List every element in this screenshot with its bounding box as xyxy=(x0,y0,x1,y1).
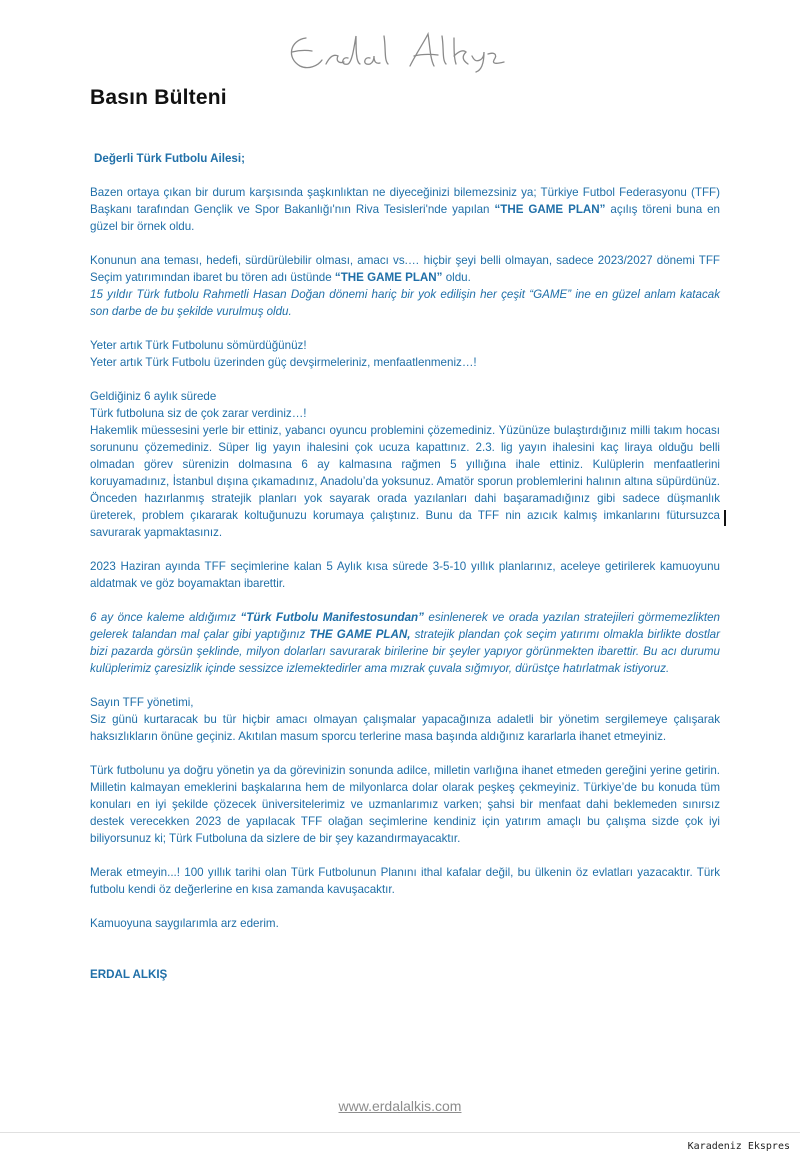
paragraph-7-body: Siz günü kurtaracak bu tür hiçbir amacı olmayan çalışmalar yapacağınıza adaletli bir yönetim sergilemeye çalışarak haksızlıkların önüne geçiniz. Akıtılan masum sporcu terlerine masa başında aldığınız kararlarla ihanet etmeyiniz. xyxy=(90,713,720,743)
signature-name: ERDAL ALKIŞ xyxy=(90,968,168,981)
paragraph-4-body: Hakemlik müessesini yerle bir ettiniz, yabancı oyuncu problemini çözemediniz. Yüzünüze bulaştırdığınız milli takım hocası sorununu çözemediniz. Süper lig yayın ihalesini çok ucuza kapattınız. 2.3. lig yayın ihalesini kaç liraya olduğu belli olmadan görev sürenizin dolmasına 6 ay kalmasına rağmen 5 yıllığına ihale ettiniz. Kulüplerin menfaatlerini koruyamadınız, İstanbul dışına çıkamadınız, Anadolu’da yoksunuz. Amatör sporun problemlerini halının altına süpürdünüz. Önceden hazırlanmış stratejik planları yok sayarak orada yazılanları dahi başaramadığınız gibi sadece düşmanlık üreterek, problem çıkararak koltuğunuzu korumaya çalıştınız. Bunu da TFF nin azıcık kalmış imkanlarını fütursuzca savurarak yapmaktasınız. xyxy=(90,424,720,539)
paragraph-2-text: Konunun ana teması, hedefi, sürdürülebilir olması, amacı vs.… hiçbir şeyi belli olmayan, sadece 2023/2027 dönemi TFF Seçim yatırımından ibaret bu tören adı üstünde xyxy=(90,254,720,284)
watermark: Karadeniz Ekspres xyxy=(687,1141,790,1152)
greeting: Değerli Türk Futbolu Ailesi; xyxy=(94,152,245,165)
text-cursor xyxy=(724,510,726,526)
footer-divider xyxy=(0,1132,800,1133)
paragraph-8: Türk futbolunu ya doğru yönetin ya da görevinizin sonunda adilce, milletin varlığına ihanet etmeden gereğini yerine getirin. Milletin kalmayan emeklerini başkalarına hem de milyonlarca dolar olarak peşkeş çekmeyiniz. Türkiye’de bu konuda tüm konuları en iyi şekilde çözecek üniversitelerimiz ve uzmanlarımız varken; şahsi bir menfaat dahi beklemeden sınırsız destek verecekken 2023 de yapılacak TFF olağan seçimlerine kendiniz için yatırım amaçlı bu çalışma sizde çok iyi biliyorsunuz ki; Türk Futboluna da sizlere de bir şey kazandırmayacaktır. xyxy=(90,764,720,845)
paragraph-1-text: Bazen ortaya çıkan bir durum karşısında şaşkınlıktan ne diyeceğinizi bilemezsiniz ya; Türkiye Futbol Federasyonu (TFF) Başkanı tarafından Gençlik ve Spor Bakanlığı'nın Riva Tesisleri'nde yapılan xyxy=(90,186,720,216)
closing: Kamuoyuna saygılarımla arz ederim. xyxy=(90,917,279,930)
paragraph-4-line-1: Geldiğiniz 6 aylık sürede xyxy=(90,390,217,403)
paragraph-2-italic: 15 yıldır Türk futbolu Rahmetli Hasan Doğan dönemi hariç bir yok edilişin her çeşit “GAME” ine en güzel anlam katacak son darbe de bu şekilde vurulmuş oldu. xyxy=(90,288,720,318)
paragraph-3-line-1: Yeter artık Türk Futbolunu sömürdüğünüz! xyxy=(90,339,307,352)
signature-logo xyxy=(278,28,538,76)
paragraph-6-emphasis: THE GAME PLAN, xyxy=(309,628,411,641)
paragraph-1-text-end: açılış töreni buna en güzel bir örnek oldu. xyxy=(90,203,720,233)
website-link[interactable]: www.erdalalkis.com xyxy=(338,1098,462,1114)
press-release-body xyxy=(90,150,720,983)
paragraph-3-line-2: Yeter artık Türk Futbolu üzerinden güç devşirmeleriniz, menfaatlenmeniz…! xyxy=(90,356,477,369)
paragraph-7-line-1: Sayın TFF yönetimi, xyxy=(90,696,194,709)
paragraph-6-text-end: stratejik plandan çok seçim yatırımı olmakla birlikte dostlar bizi pazarda görsün şeklinde, milyon dolarları savurarak birilerine bir şeyler yapıyor görünmekten ibarettir. Bu acı durumu kulüplerimiz çaresizlik içinde sessizce izlemektedirler ama mızrak çuvala sığmıyor, dürüstçe hatırlatmak istiyoruz. xyxy=(90,628,720,675)
paragraph-6-text: 6 ay önce kaleme aldığımız xyxy=(90,611,241,624)
paragraph-1-emphasis: “THE GAME PLAN” xyxy=(494,203,606,216)
paragraph-5: 2023 Haziran ayında TFF seçimlerine kalan 5 Aylık kısa sürede 3-5-10 yıllık planlarınız, aceleye getirilerek kamuoyunu aldatmak ve göz boyamaktan ibarettir. xyxy=(90,560,720,590)
paragraph-2-text-end: oldu. xyxy=(442,271,471,284)
paragraph-4-line-2: Türk futboluna siz de çok zarar verdiniz…! xyxy=(90,407,307,420)
paragraph-6-text-mid: esinlenerek ve orada yazılan stratejileri görmemezlikten gelerek talandan mal çalar gibi yaptığınız xyxy=(90,611,720,641)
paragraph-2-emphasis: “THE GAME PLAN” xyxy=(334,271,443,284)
paragraph-6 xyxy=(90,609,720,677)
page-title: Basın Bülteni xyxy=(90,86,227,109)
paragraph-2 xyxy=(90,252,720,286)
paragraph-6-manifesto: “Türk Futbolu Manifestosundan” xyxy=(240,611,424,624)
paragraph-1 xyxy=(90,184,720,235)
paragraph-9: Merak etmeyin...! 100 yıllık tarihi olan Türk Futbolunun Planını ithal kafalar değil, bu ülkenin öz evlatları yazacaktır. Türk futbolu kendi öz değerlerine en kısa zamanda kavuşacaktır. xyxy=(90,866,720,896)
